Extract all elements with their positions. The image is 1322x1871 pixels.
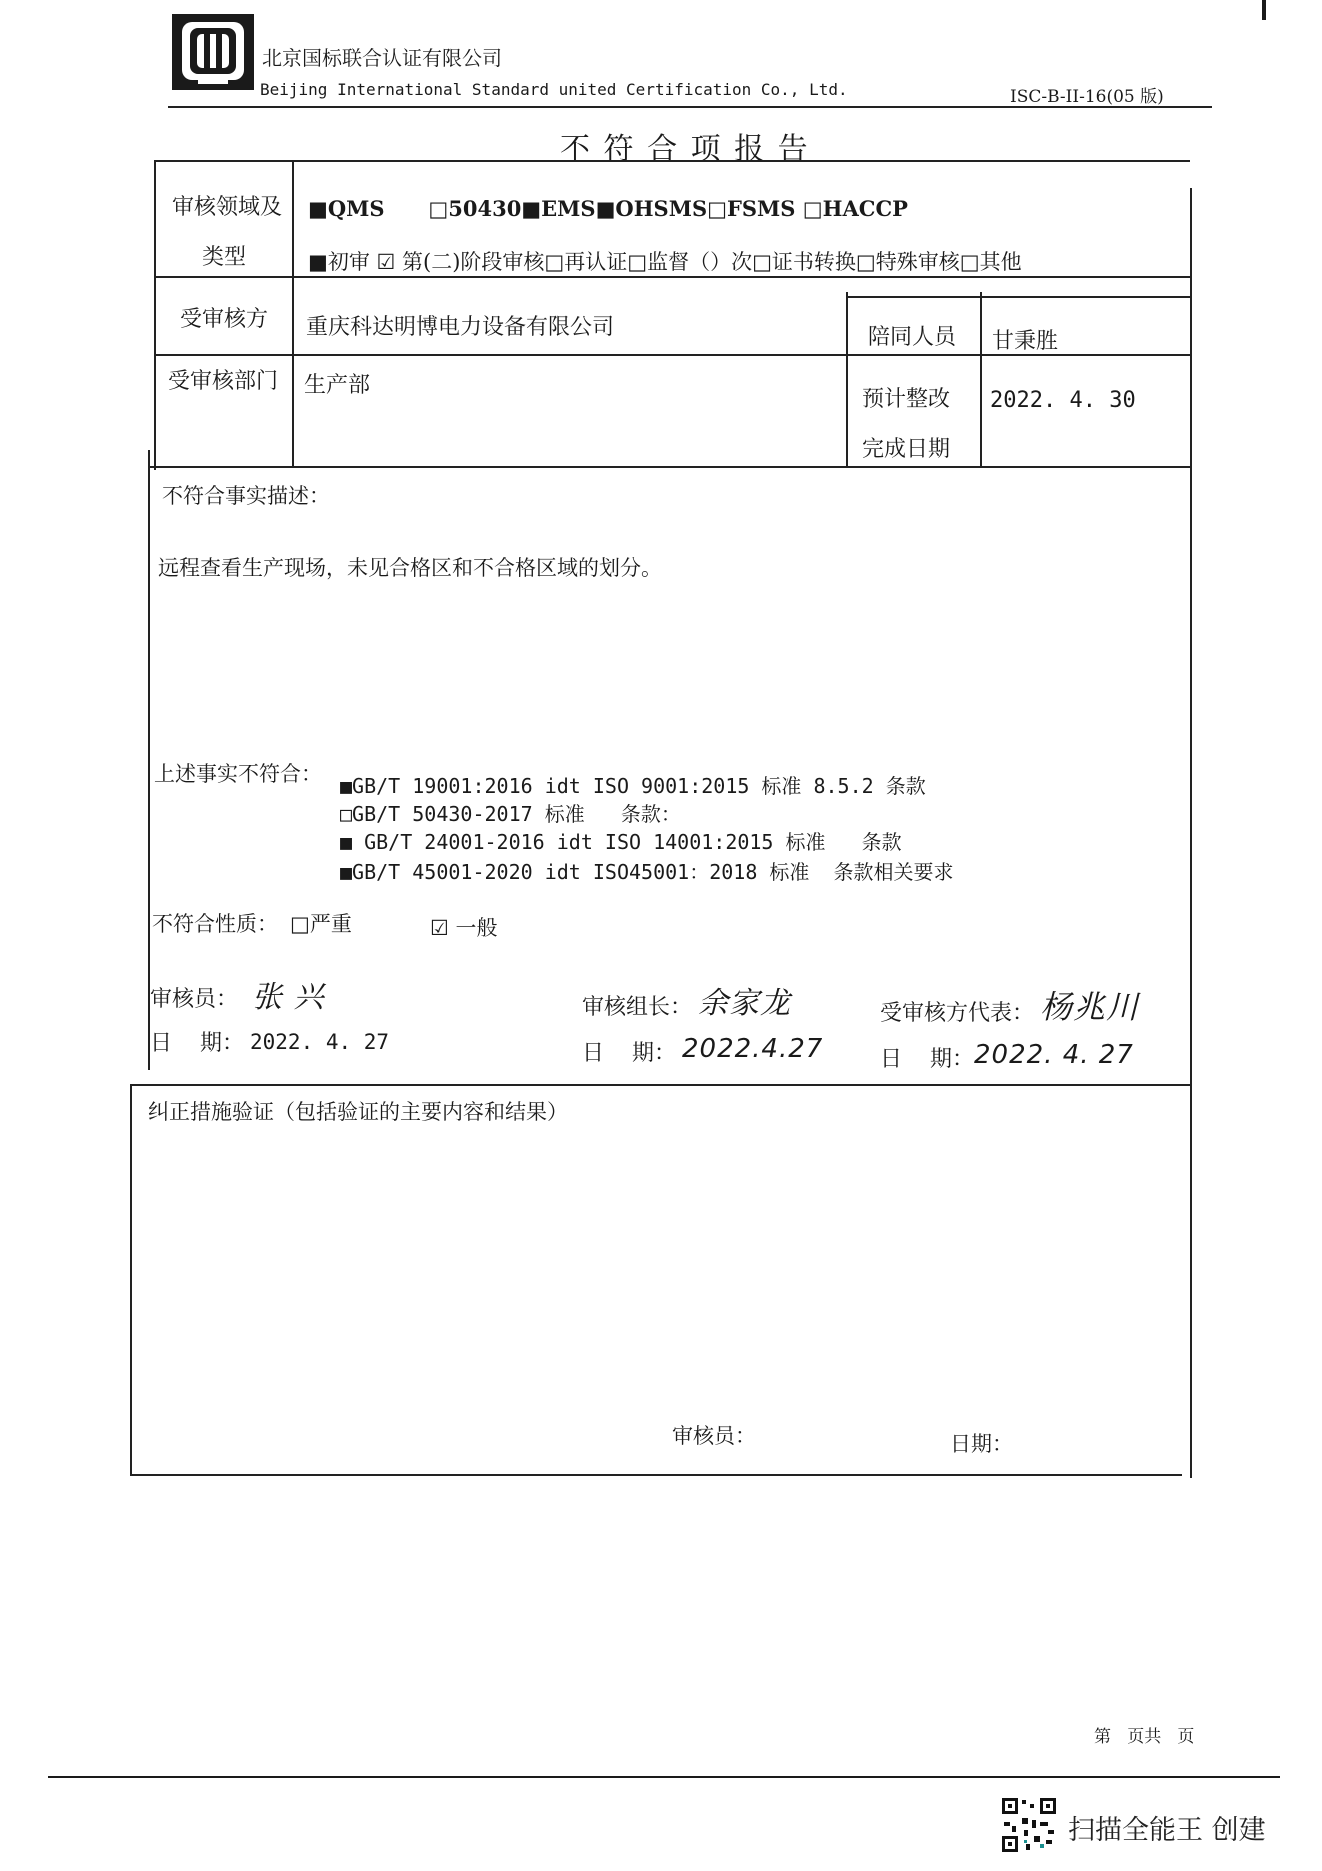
escort-label: 陪同人员 <box>868 325 957 350</box>
nc-fact-text: 远程查看生产现场，未见合格区和不合格区域的划分。 <box>158 556 662 580</box>
due-date-value: 2022. 4. 30 <box>990 388 1136 413</box>
scope-audit-type: ■初审 ☑ 第(二)阶段审核□再认证□监督（）次□证书转换□特殊审核□其他 <box>308 250 1022 274</box>
nc-standard-3: ■ GB/T 24001-2016 idt ISO 14001:2015 标准 条款 <box>340 830 902 854</box>
company-name-en: Beijing International Standard united Certification Co., Ltd. <box>260 80 848 99</box>
auditor-date: 2022. 4. 27 <box>250 1030 390 1054</box>
table-bottom-border <box>130 1474 1182 1476</box>
table-left-border-bottom <box>130 1084 132 1474</box>
rep-date-label: 日 期： <box>880 1047 974 1072</box>
scan-edge-bottom <box>48 1776 1280 1778</box>
auditee-value: 重庆科达明博电力设备有限公司 <box>306 315 615 340</box>
page-number: 第 页共 页 <box>1094 1727 1195 1747</box>
row-divider-3 <box>148 466 1190 468</box>
rep-label: 受审核方代表： <box>880 1001 1035 1026</box>
col-divider-right <box>980 292 982 466</box>
company-logo <box>170 12 256 92</box>
auditee-label: 受审核方 <box>180 307 269 332</box>
dept-label: 受审核部门 <box>168 369 279 394</box>
due-label-1: 预计整改 <box>862 387 951 412</box>
scan-edge-top <box>1262 0 1266 20</box>
qr-code-icon <box>1000 1796 1058 1854</box>
nc-standard-4: ■GB/T 45001-2020 idt ISO45001：2018 标准 条款相关要求 <box>340 860 954 884</box>
rep-signature: 杨兆川 <box>1040 988 1140 1026</box>
scanner-watermark: 扫描全能王 创建 <box>1068 1815 1266 1846</box>
lead-date: 2022.4.27 <box>682 1034 824 1064</box>
table-right-border <box>1190 188 1192 1478</box>
scope-standards: ■QMS □50430■EMS■OHSMS□FSMS □HACCP <box>308 196 908 221</box>
lead-signature: 余家龙 <box>698 986 791 1021</box>
nature-general: ☑ 一般 <box>430 916 498 940</box>
row-divider-1 <box>154 276 1190 278</box>
dept-value: 生产部 <box>304 373 371 398</box>
nc-standard-1: ■GB/T 19001:2016 idt ISO 9001:2015 标准 8.5.2 条款 <box>340 774 926 798</box>
form-code: ISC-B-II-16(05 版) <box>1010 87 1164 107</box>
table-top-border <box>154 160 1190 162</box>
due-label-2: 完成日期 <box>862 437 951 462</box>
verify-auditor-label: 审核员： <box>672 1424 756 1448</box>
report-title: 不 符 合 项 报 告 <box>560 132 810 167</box>
nc-standard-2: □GB/T 50430-2017 标准 条款： <box>340 802 681 826</box>
scope-label-1: 审核领域及 <box>172 195 283 220</box>
header-rule <box>168 106 1212 108</box>
scope-label-2: 类型 <box>202 245 247 270</box>
nature-serious: □严重 <box>290 912 352 936</box>
auditor-label: 审核员： <box>150 987 239 1012</box>
row-divider-4 <box>130 1084 1190 1086</box>
verify-date-label: 日期： <box>950 1432 1013 1456</box>
lead-date-label: 日 期： <box>582 1041 676 1066</box>
escort-value: 甘秉胜 <box>992 329 1059 354</box>
company-name-cn: 北京国标联合认证有限公司 <box>262 46 502 70</box>
col-divider-mid <box>846 292 848 466</box>
auditor-signature: 张 兴 <box>252 980 325 1015</box>
nc-standard-label: 上述事实不符合： <box>154 762 322 786</box>
rep-date: 2022. 4. 27 <box>974 1040 1134 1070</box>
auditor-date-label: 日 期： <box>150 1031 244 1056</box>
verify-label: 纠正措施验证（包括验证的主要内容和结果） <box>148 1100 568 1124</box>
col-divider-label <box>292 160 294 466</box>
nc-fact-label: 不符合事实描述： <box>162 484 330 508</box>
nature-label: 不符合性质： <box>152 912 278 936</box>
table-left-border-lower <box>148 450 150 1070</box>
table-left-border <box>154 160 156 470</box>
auditee-subdivider <box>846 296 1190 298</box>
lead-label: 审核组长： <box>582 995 693 1020</box>
